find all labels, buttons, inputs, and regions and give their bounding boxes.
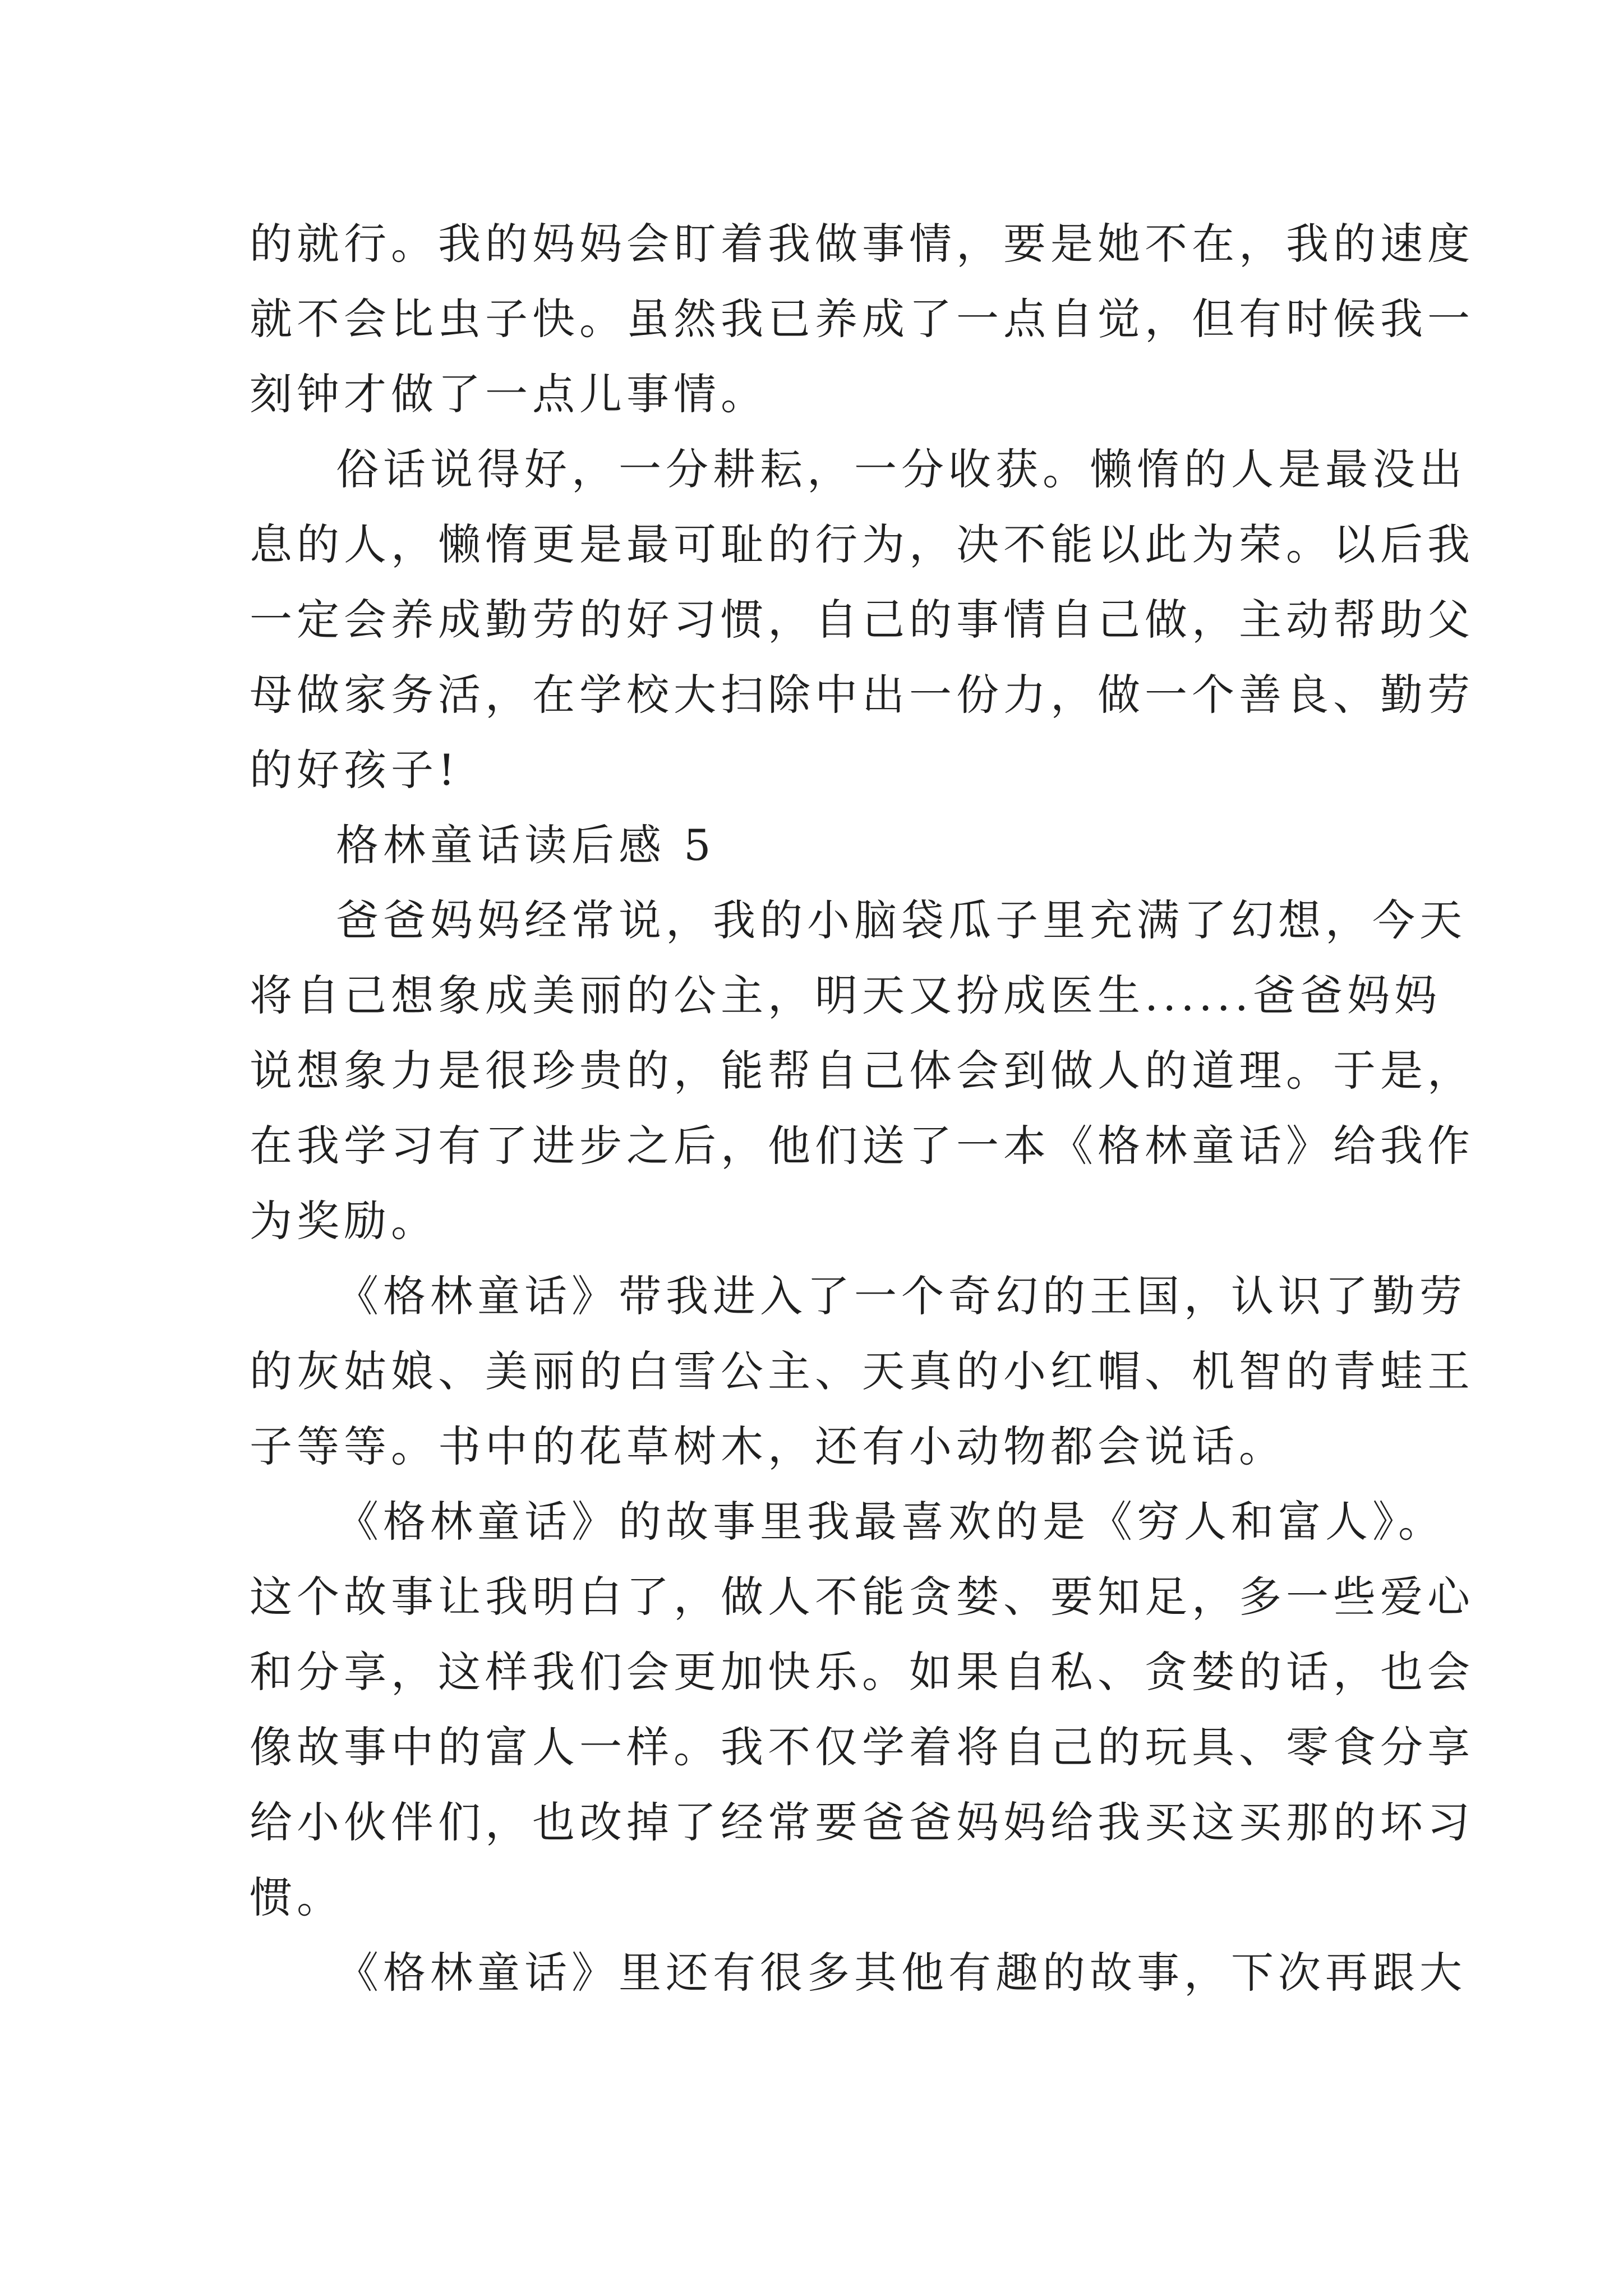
text-line: 一定会养成勤劳的好习惯，自己的事情自己做，主动帮助父 — [250, 595, 1474, 645]
paragraph-start-line: 《格林童话》带我进入了一个奇幻的王国，认识了勤劳 — [336, 1271, 1467, 1321]
text-line: 刻钟才做了一点儿事情。 — [250, 369, 768, 419]
text-line: 将自己想象成美丽的公主，明天又扮成医生......爸爸妈妈 — [250, 970, 1441, 1020]
section-heading: 格林童话读后感 5 — [336, 820, 716, 870]
text-line: 和分享，这样我们会更加快乐。如果自私、贪婪的话，也会 — [250, 1647, 1474, 1697]
document-body — [250, 206, 1474, 2010]
text-line: 像故事中的富人一样。我不仅学着将自己的玩具、零食分享 — [250, 1722, 1474, 1772]
paragraph-start-line: 俗话说得好，一分耕耘，一分收获。懒惰的人是最没出 — [336, 444, 1467, 494]
paragraph-start-line: 《格林童话》里还有很多其他有趣的故事，下次再跟大 — [336, 1948, 1467, 1998]
text-line: 的就行。我的妈妈会盯着我做事情，要是她不在，我的速度 — [250, 219, 1474, 269]
text-line: 为奖励。 — [250, 1196, 438, 1246]
paragraph-start-line: 《格林童话》的故事里我最喜欢的是《穷人和富人》。 — [336, 1497, 1445, 1547]
text-line: 惯。 — [250, 1872, 344, 1922]
text-line: 说想象力是很珍贵的，能帮自己体会到做人的道理。于是， — [250, 1046, 1474, 1096]
text-line: 的灰姑娘、美丽的白雪公主、天真的小红帽、机智的青蛙王 — [250, 1346, 1474, 1396]
text-line: 子等等。书中的花草树木，还有小动物都会说话。 — [250, 1421, 1286, 1471]
text-line: 就不会比虫子快。虽然我已养成了一点自觉，但有时候我一 — [250, 294, 1474, 344]
text-line: 的好孩子! — [250, 745, 460, 795]
paragraph-start-line: 爸爸妈妈经常说，我的小脑袋瓜子里充满了幻想，今天 — [336, 895, 1467, 945]
text-line: 息的人，懒惰更是最可耻的行为，决不能以此为荣。以后我 — [250, 519, 1474, 569]
text-line: 在我学习有了进步之后，他们送了一本《格林童话》给我作 — [250, 1121, 1474, 1171]
text-line: 母做家务活，在学校大扫除中出一份力，做一个善良、勤劳 — [250, 670, 1474, 720]
text-line: 给小伙伴们，也改掉了经常要爸爸妈妈给我买这买那的坏习 — [250, 1797, 1474, 1847]
text-line: 这个故事让我明白了，做人不能贪婪、要知足，多一些爱心 — [250, 1572, 1474, 1622]
